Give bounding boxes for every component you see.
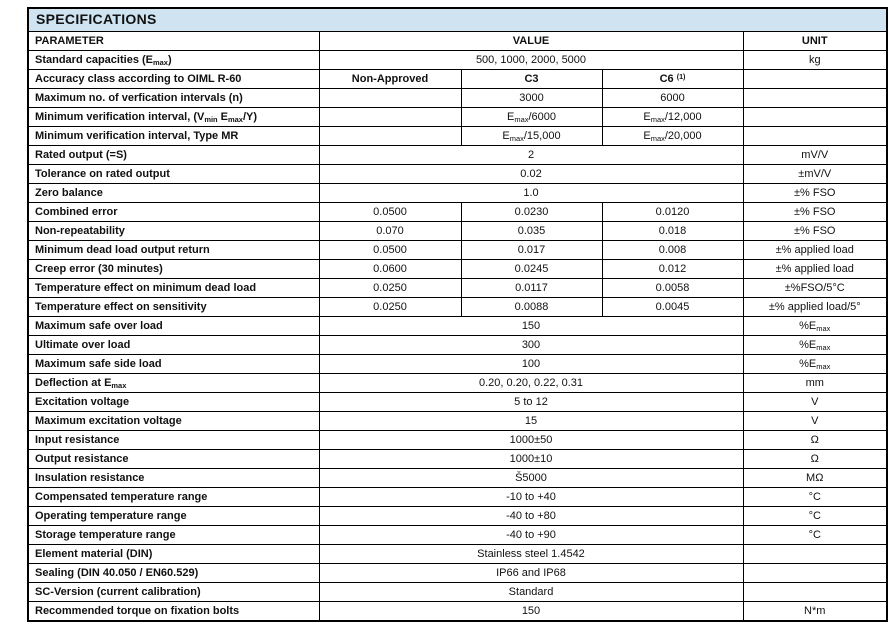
table-row bbox=[28, 51, 887, 70]
table-row bbox=[28, 146, 887, 165]
value-cell bbox=[319, 108, 461, 127]
value-cell: Non-Approved bbox=[319, 70, 461, 89]
unit-cell: V bbox=[743, 393, 887, 412]
value-cell: 0.0045 bbox=[602, 298, 743, 317]
value-cell: $E_{max}/6000$ bbox=[461, 108, 602, 127]
parameter-cell: Zero balance bbox=[28, 184, 319, 203]
value-cell: -40 to +90 bbox=[319, 526, 743, 545]
value-cell: 1.0 bbox=[319, 184, 743, 203]
parameter-cell: Creep error (30 minutes) bbox=[28, 260, 319, 279]
parameter-cell: Maximum safe over load bbox=[28, 317, 319, 336]
parameter-cell: Minimum verification interval, ($V_{min}$ $E_{max}/Y$) bbox=[28, 108, 319, 127]
parameter-cell: Maximum safe side load bbox=[28, 355, 319, 374]
table-row bbox=[28, 336, 887, 355]
unit-cell bbox=[743, 127, 887, 146]
value-column-header: VALUE bbox=[319, 32, 743, 51]
table-row bbox=[28, 393, 887, 412]
value-cell: 0.0230 bbox=[461, 203, 602, 222]
table-title: SPECIFICATIONS bbox=[28, 8, 887, 32]
value-cell: 0.0500 bbox=[319, 203, 461, 222]
table-row bbox=[28, 279, 887, 298]
value-cell: 0.0600 bbox=[319, 260, 461, 279]
unit-cell: kg bbox=[743, 51, 887, 70]
value-cell bbox=[319, 127, 461, 146]
table-row bbox=[28, 526, 887, 545]
table-row bbox=[28, 222, 887, 241]
value-cell: 0.0250 bbox=[319, 279, 461, 298]
unit-cell: ±mV/V bbox=[743, 165, 887, 184]
table-row bbox=[28, 317, 887, 336]
column-header-row bbox=[28, 32, 887, 51]
value-cell: 150 bbox=[319, 602, 743, 622]
parameter-cell: Maximum no. of verfication intervals (n) bbox=[28, 89, 319, 108]
table-row bbox=[28, 602, 887, 622]
value-cell: -40 to +80 bbox=[319, 507, 743, 526]
parameter-cell: Rated output (=S) bbox=[28, 146, 319, 165]
value-cell: 1000±50 bbox=[319, 431, 743, 450]
table-row bbox=[28, 374, 887, 393]
value-cell: -10 to +40 bbox=[319, 488, 743, 507]
spec-table-body bbox=[28, 51, 887, 622]
table-row bbox=[28, 431, 887, 450]
table-row bbox=[28, 564, 887, 583]
unit-cell: V bbox=[743, 412, 887, 431]
parameter-column-header: PARAMETER bbox=[28, 32, 319, 51]
table-row bbox=[28, 203, 887, 222]
table-row bbox=[28, 108, 887, 127]
parameter-cell: Ultimate over load bbox=[28, 336, 319, 355]
value-cell: Standard bbox=[319, 583, 743, 602]
table-title-row bbox=[28, 8, 887, 32]
unit-cell: ±% FSO bbox=[743, 222, 887, 241]
table-row bbox=[28, 241, 887, 260]
value-cell: 0.070 bbox=[319, 222, 461, 241]
table-row bbox=[28, 89, 887, 108]
value-cell: 0.035 bbox=[461, 222, 602, 241]
parameter-cell: Input resistance bbox=[28, 431, 319, 450]
unit-cell: ±% applied load/5° bbox=[743, 298, 887, 317]
value-cell: 15 bbox=[319, 412, 743, 431]
value-cell: 0.0058 bbox=[602, 279, 743, 298]
table-row bbox=[28, 507, 887, 526]
value-cell: 0.018 bbox=[602, 222, 743, 241]
value-cell: 0.0245 bbox=[461, 260, 602, 279]
unit-cell: $\%E_{max}$ bbox=[743, 317, 887, 336]
unit-cell bbox=[743, 108, 887, 127]
value-cell: 0.0250 bbox=[319, 298, 461, 317]
value-cell: 5 to 12 bbox=[319, 393, 743, 412]
table-row bbox=[28, 355, 887, 374]
unit-cell: °C bbox=[743, 507, 887, 526]
parameter-cell: Temperature effect on sensitivity bbox=[28, 298, 319, 317]
value-cell: 0.0120 bbox=[602, 203, 743, 222]
unit-cell: Ω bbox=[743, 450, 887, 469]
unit-cell: ±% applied load bbox=[743, 260, 887, 279]
table-row bbox=[28, 298, 887, 317]
parameter-cell: Non-repeatability bbox=[28, 222, 319, 241]
table-row bbox=[28, 165, 887, 184]
value-cell: 3000 bbox=[461, 89, 602, 108]
value-cell: Stainless steel 1.4542 bbox=[319, 545, 743, 564]
value-cell: 100 bbox=[319, 355, 743, 374]
parameter-cell: Minimum dead load output return bbox=[28, 241, 319, 260]
table-row bbox=[28, 412, 887, 431]
value-cell: 0.02 bbox=[319, 165, 743, 184]
specifications-table bbox=[27, 7, 888, 622]
value-cell: 2 bbox=[319, 146, 743, 165]
value-cell: IP66 and IP68 bbox=[319, 564, 743, 583]
unit-cell: $\%E_{max}$ bbox=[743, 355, 887, 374]
parameter-cell: Operating temperature range bbox=[28, 507, 319, 526]
value-cell: 0.20, 0.20, 0.22, 0.31 bbox=[319, 374, 743, 393]
unit-cell: ±% FSO bbox=[743, 203, 887, 222]
value-cell: $E_{max}/20,000$ bbox=[602, 127, 743, 146]
parameter-cell: Insulation resistance bbox=[28, 469, 319, 488]
table-row bbox=[28, 583, 887, 602]
parameter-cell: Excitation voltage bbox=[28, 393, 319, 412]
unit-cell: °C bbox=[743, 488, 887, 507]
value-cell: 0.017 bbox=[461, 241, 602, 260]
value-cell: 0.012 bbox=[602, 260, 743, 279]
unit-cell bbox=[743, 545, 887, 564]
value-cell: 500, 1000, 2000, 5000 bbox=[319, 51, 743, 70]
unit-cell bbox=[743, 564, 887, 583]
table-row bbox=[28, 260, 887, 279]
parameter-cell: Combined error bbox=[28, 203, 319, 222]
table-row bbox=[28, 184, 887, 203]
parameter-cell: Storage temperature range bbox=[28, 526, 319, 545]
unit-cell: mV/V bbox=[743, 146, 887, 165]
value-cell: 0.008 bbox=[602, 241, 743, 260]
parameter-cell: Output resistance bbox=[28, 450, 319, 469]
parameter-cell: Standard capacities $(E_{max})$ bbox=[28, 51, 319, 70]
table-row bbox=[28, 450, 887, 469]
parameter-cell: Compensated temperature range bbox=[28, 488, 319, 507]
unit-cell bbox=[743, 70, 887, 89]
value-cell: 0.0117 bbox=[461, 279, 602, 298]
parameter-cell: SC-Version (current calibration) bbox=[28, 583, 319, 602]
parameter-cell: Accuracy class according to OIML R-60 bbox=[28, 70, 319, 89]
unit-cell bbox=[743, 89, 887, 108]
parameter-cell: Recommended torque on fixation bolts bbox=[28, 602, 319, 622]
parameter-cell: Maximum excitation voltage bbox=[28, 412, 319, 431]
value-cell: 300 bbox=[319, 336, 743, 355]
unit-cell: mm bbox=[743, 374, 887, 393]
parameter-cell: Element material (DIN) bbox=[28, 545, 319, 564]
unit-column-header: UNIT bbox=[743, 32, 887, 51]
table-row bbox=[28, 545, 887, 564]
parameter-cell: Deflection at $E_{max}$ bbox=[28, 374, 319, 393]
parameter-cell: Temperature effect on minimum dead load bbox=[28, 279, 319, 298]
table-row bbox=[28, 70, 887, 89]
value-cell: C3 bbox=[461, 70, 602, 89]
unit-cell bbox=[743, 583, 887, 602]
parameter-cell: Sealing (DIN 40.050 / EN60.529) bbox=[28, 564, 319, 583]
unit-cell: Ω bbox=[743, 431, 887, 450]
unit-cell: $\%E_{max}$ bbox=[743, 336, 887, 355]
table-row bbox=[28, 469, 887, 488]
table-row bbox=[28, 488, 887, 507]
unit-cell: °C bbox=[743, 526, 887, 545]
value-cell: 6000 bbox=[602, 89, 743, 108]
value-cell bbox=[319, 89, 461, 108]
value-cell: 0.0088 bbox=[461, 298, 602, 317]
unit-cell: ±% applied load bbox=[743, 241, 887, 260]
unit-cell: N*m bbox=[743, 602, 887, 622]
value-cell: C6 $^{(1)}$ bbox=[602, 70, 743, 89]
unit-cell: MΩ bbox=[743, 469, 887, 488]
value-cell: $E_{max}/15,000$ bbox=[461, 127, 602, 146]
parameter-cell: Tolerance on rated output bbox=[28, 165, 319, 184]
unit-cell: ±% FSO bbox=[743, 184, 887, 203]
value-cell: Š5000 bbox=[319, 469, 743, 488]
table-row bbox=[28, 127, 887, 146]
value-cell: $E_{max}/12,000$ bbox=[602, 108, 743, 127]
parameter-cell: Minimum verification interval, Type MR bbox=[28, 127, 319, 146]
value-cell: 150 bbox=[319, 317, 743, 336]
value-cell: 0.0500 bbox=[319, 241, 461, 260]
value-cell: 1000±10 bbox=[319, 450, 743, 469]
unit-cell: ±%FSO/5°C bbox=[743, 279, 887, 298]
